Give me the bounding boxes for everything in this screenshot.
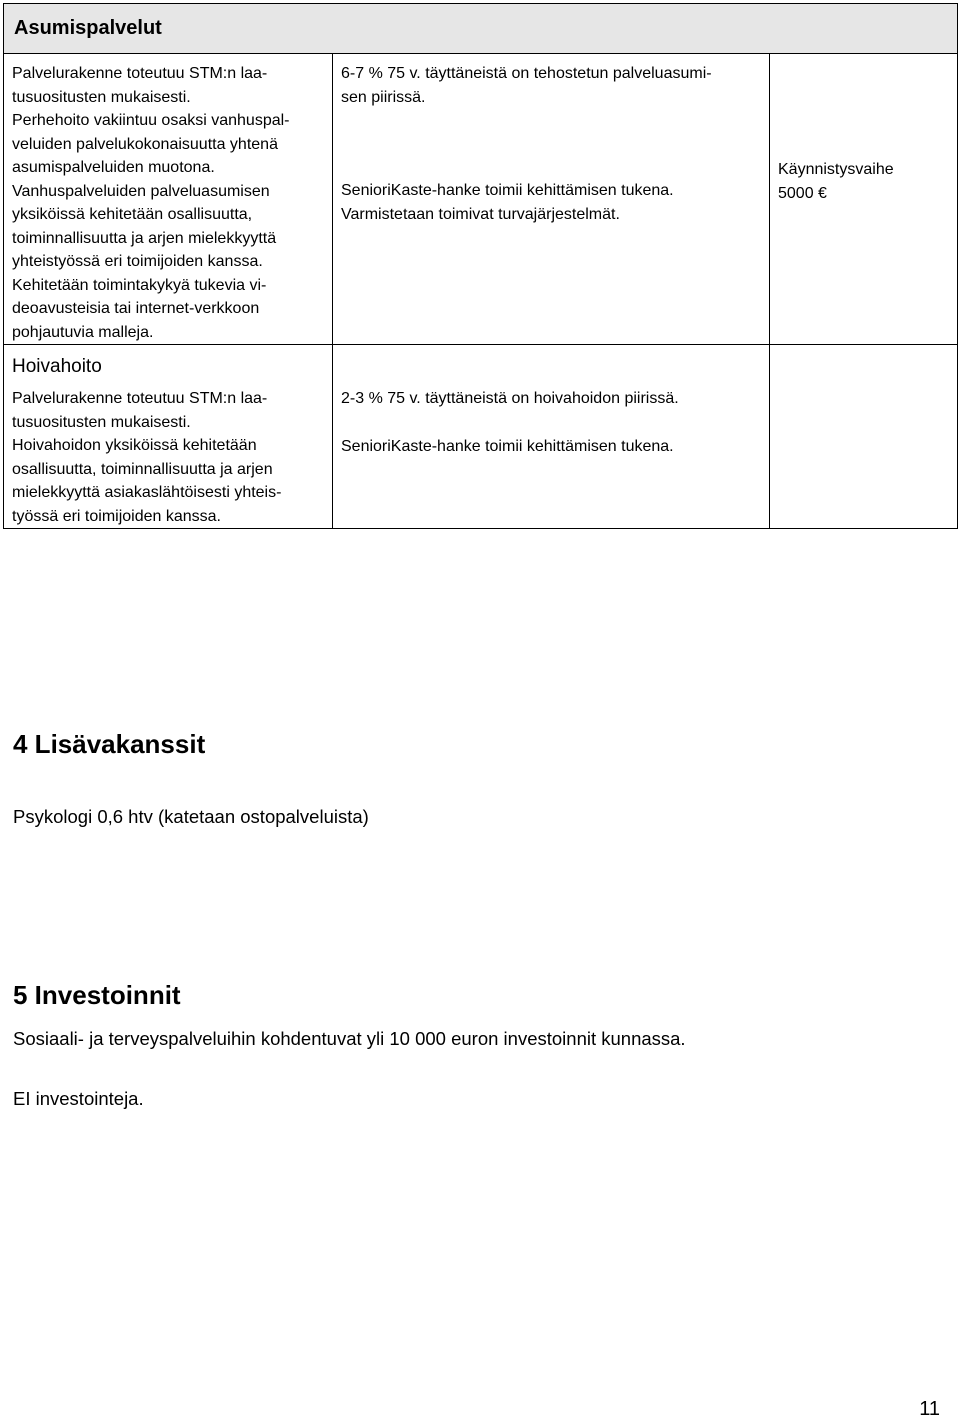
text-line: Perhehoito vakiintuu osaksi vanhuspal- xyxy=(12,112,290,129)
text-line: sen piirissä. xyxy=(341,88,426,106)
text-line: Palvelurakenne toteutuu STM:n laa- xyxy=(12,390,268,407)
asumis-mid-cell xyxy=(333,54,770,345)
text-line: deoavusteisia tai internet-verkkoon xyxy=(12,300,260,317)
text-line: Kehitetään toimintakykyä tukevia vi- xyxy=(12,276,267,294)
services-table xyxy=(3,3,958,529)
text-line: tusuositusten mukaisesti. xyxy=(12,88,191,106)
text-line: SenioriKaste-hanke toimii kehittämisen tukena. xyxy=(341,182,674,199)
section-4-heading: 4 Lisävakanssit xyxy=(13,729,206,759)
text-line: Palvelurakenne toteutuu STM:n laa- xyxy=(12,65,268,82)
text-line: osallisuutta, toiminnallisuutta ja arjen xyxy=(12,460,273,478)
section-5-text-2: EI investointeja. xyxy=(13,1088,144,1109)
asumis-left-cell xyxy=(4,54,333,345)
text-line: yhteistyössä eri toimijoiden kanssa. xyxy=(12,253,263,270)
text-line: 2-3 % 75 v. täyttäneistä on hoivahoidon piirissä. xyxy=(341,390,679,407)
hoivahoito-title: Hoivahoito xyxy=(12,356,102,377)
text-line: asumispalveluiden muotona. xyxy=(12,159,215,176)
text-line: veluiden palvelukokonaisuutta yhtenä xyxy=(12,135,278,153)
text-line: Varmistetaan toimivat turvajärjestelmät. xyxy=(341,205,620,223)
hoiva-mid-cell xyxy=(333,345,770,529)
text-line: Hoivahoidon yksiköissä kehitetään xyxy=(12,437,257,454)
phase-label: Käynnistysvaihe xyxy=(778,161,894,178)
section-5-text: Sosiaali- ja terveyspalveluihin kohdentuvat yli 10 000 euron investoinnit kunnassa. xyxy=(13,1028,686,1049)
text-line: 6-7 % 75 v. täyttäneistä on tehostetun palveluasumi- xyxy=(341,65,712,82)
hoiva-left-cell xyxy=(4,345,333,529)
section-5-heading: 5 Investoinnit xyxy=(13,980,181,1010)
text-line: työssä eri toimijoiden kanssa. xyxy=(12,507,221,525)
section-4-text: Psykologi 0,6 htv (katetaan ostopalveluista) xyxy=(13,806,369,827)
text-line: tusuositusten mukaisesti. xyxy=(12,413,191,431)
asumispalvelut-header xyxy=(4,4,958,54)
text-line: Vanhuspalveluiden palveluasumisen xyxy=(12,182,270,200)
text-line: mielekkyyttä asiakaslähtöisesti yhteis- xyxy=(12,484,282,501)
asumis-right-cell xyxy=(770,54,958,345)
page-number: 11 xyxy=(919,1398,940,1420)
text-line: SenioriKaste-hanke toimii kehittämisen tukena. xyxy=(341,437,674,455)
text-line: yksiköissä kehitetään osallisuutta, xyxy=(12,206,253,223)
asumispalvelut-title: Asumispalvelut xyxy=(14,17,162,39)
text-line: pohjautuvia malleja. xyxy=(12,323,154,341)
text-line: toiminnallisuutta ja arjen mielekkyyttä xyxy=(12,229,277,247)
cost-value: 5000 € xyxy=(778,184,827,202)
hoiva-right-cell xyxy=(770,345,958,529)
